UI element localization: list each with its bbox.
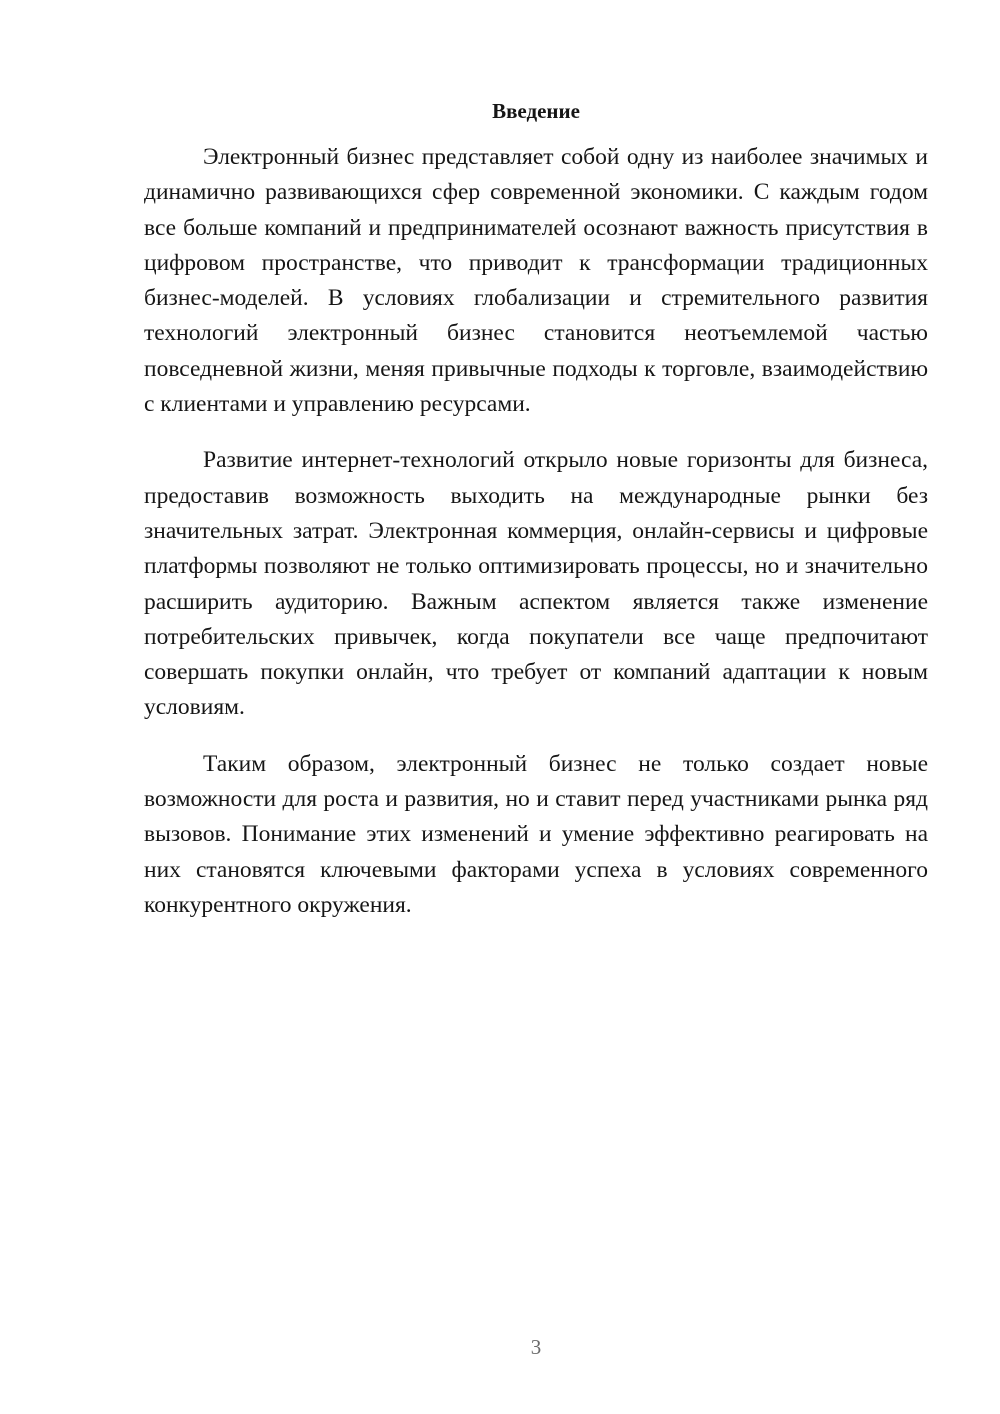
paragraph-2: Развитие интернет-технологий открыло новые горизонты для бизнеса, предоставив возможность выходить на международные рынки без значительных затрат. Электронная коммерция, онлайн-сервисы и цифровые платформы позволяют не только оптимизировать процессы, но и значительно расширить аудиторию. Важным аспектом является также изменение потребительских привычек, когда покупатели все чаще предпочитают совершать покупки онлайн, что требует от компаний адаптации к новым условиям.: [144, 447, 928, 721]
paragraph-3: Таким образом, электронный бизнес не только создает новые возможности для роста и развития, но и ставит перед участниками рынка ряд вызовов. Понимание этих изменений и умение эффективно реагировать на них становятся ключевыми факторами успеха в условиях современного конкурентного окружения.: [144, 750, 928, 918]
paragraph-1: Электронный бизнес представляет собой одну из наиболее значимых и динамично развивающихся сфер современной экономики. С каждым годом все больше компаний и предпринимателей осознают важность присутствия в цифровом пространстве, что приводит к трансформации традиционных бизнес-моделей. В условиях глобализации и стремительного развития технологий электронный бизнес становится неотъемлемой частью повседневной жизни, меняя привычные подходы к торговле, взаимодействию с клиентами и управлению ресурсами.: [144, 144, 928, 418]
section-heading: Введение: [492, 99, 580, 123]
page-number: 3: [530, 1335, 542, 1359]
body-text: [144, 140, 928, 944]
